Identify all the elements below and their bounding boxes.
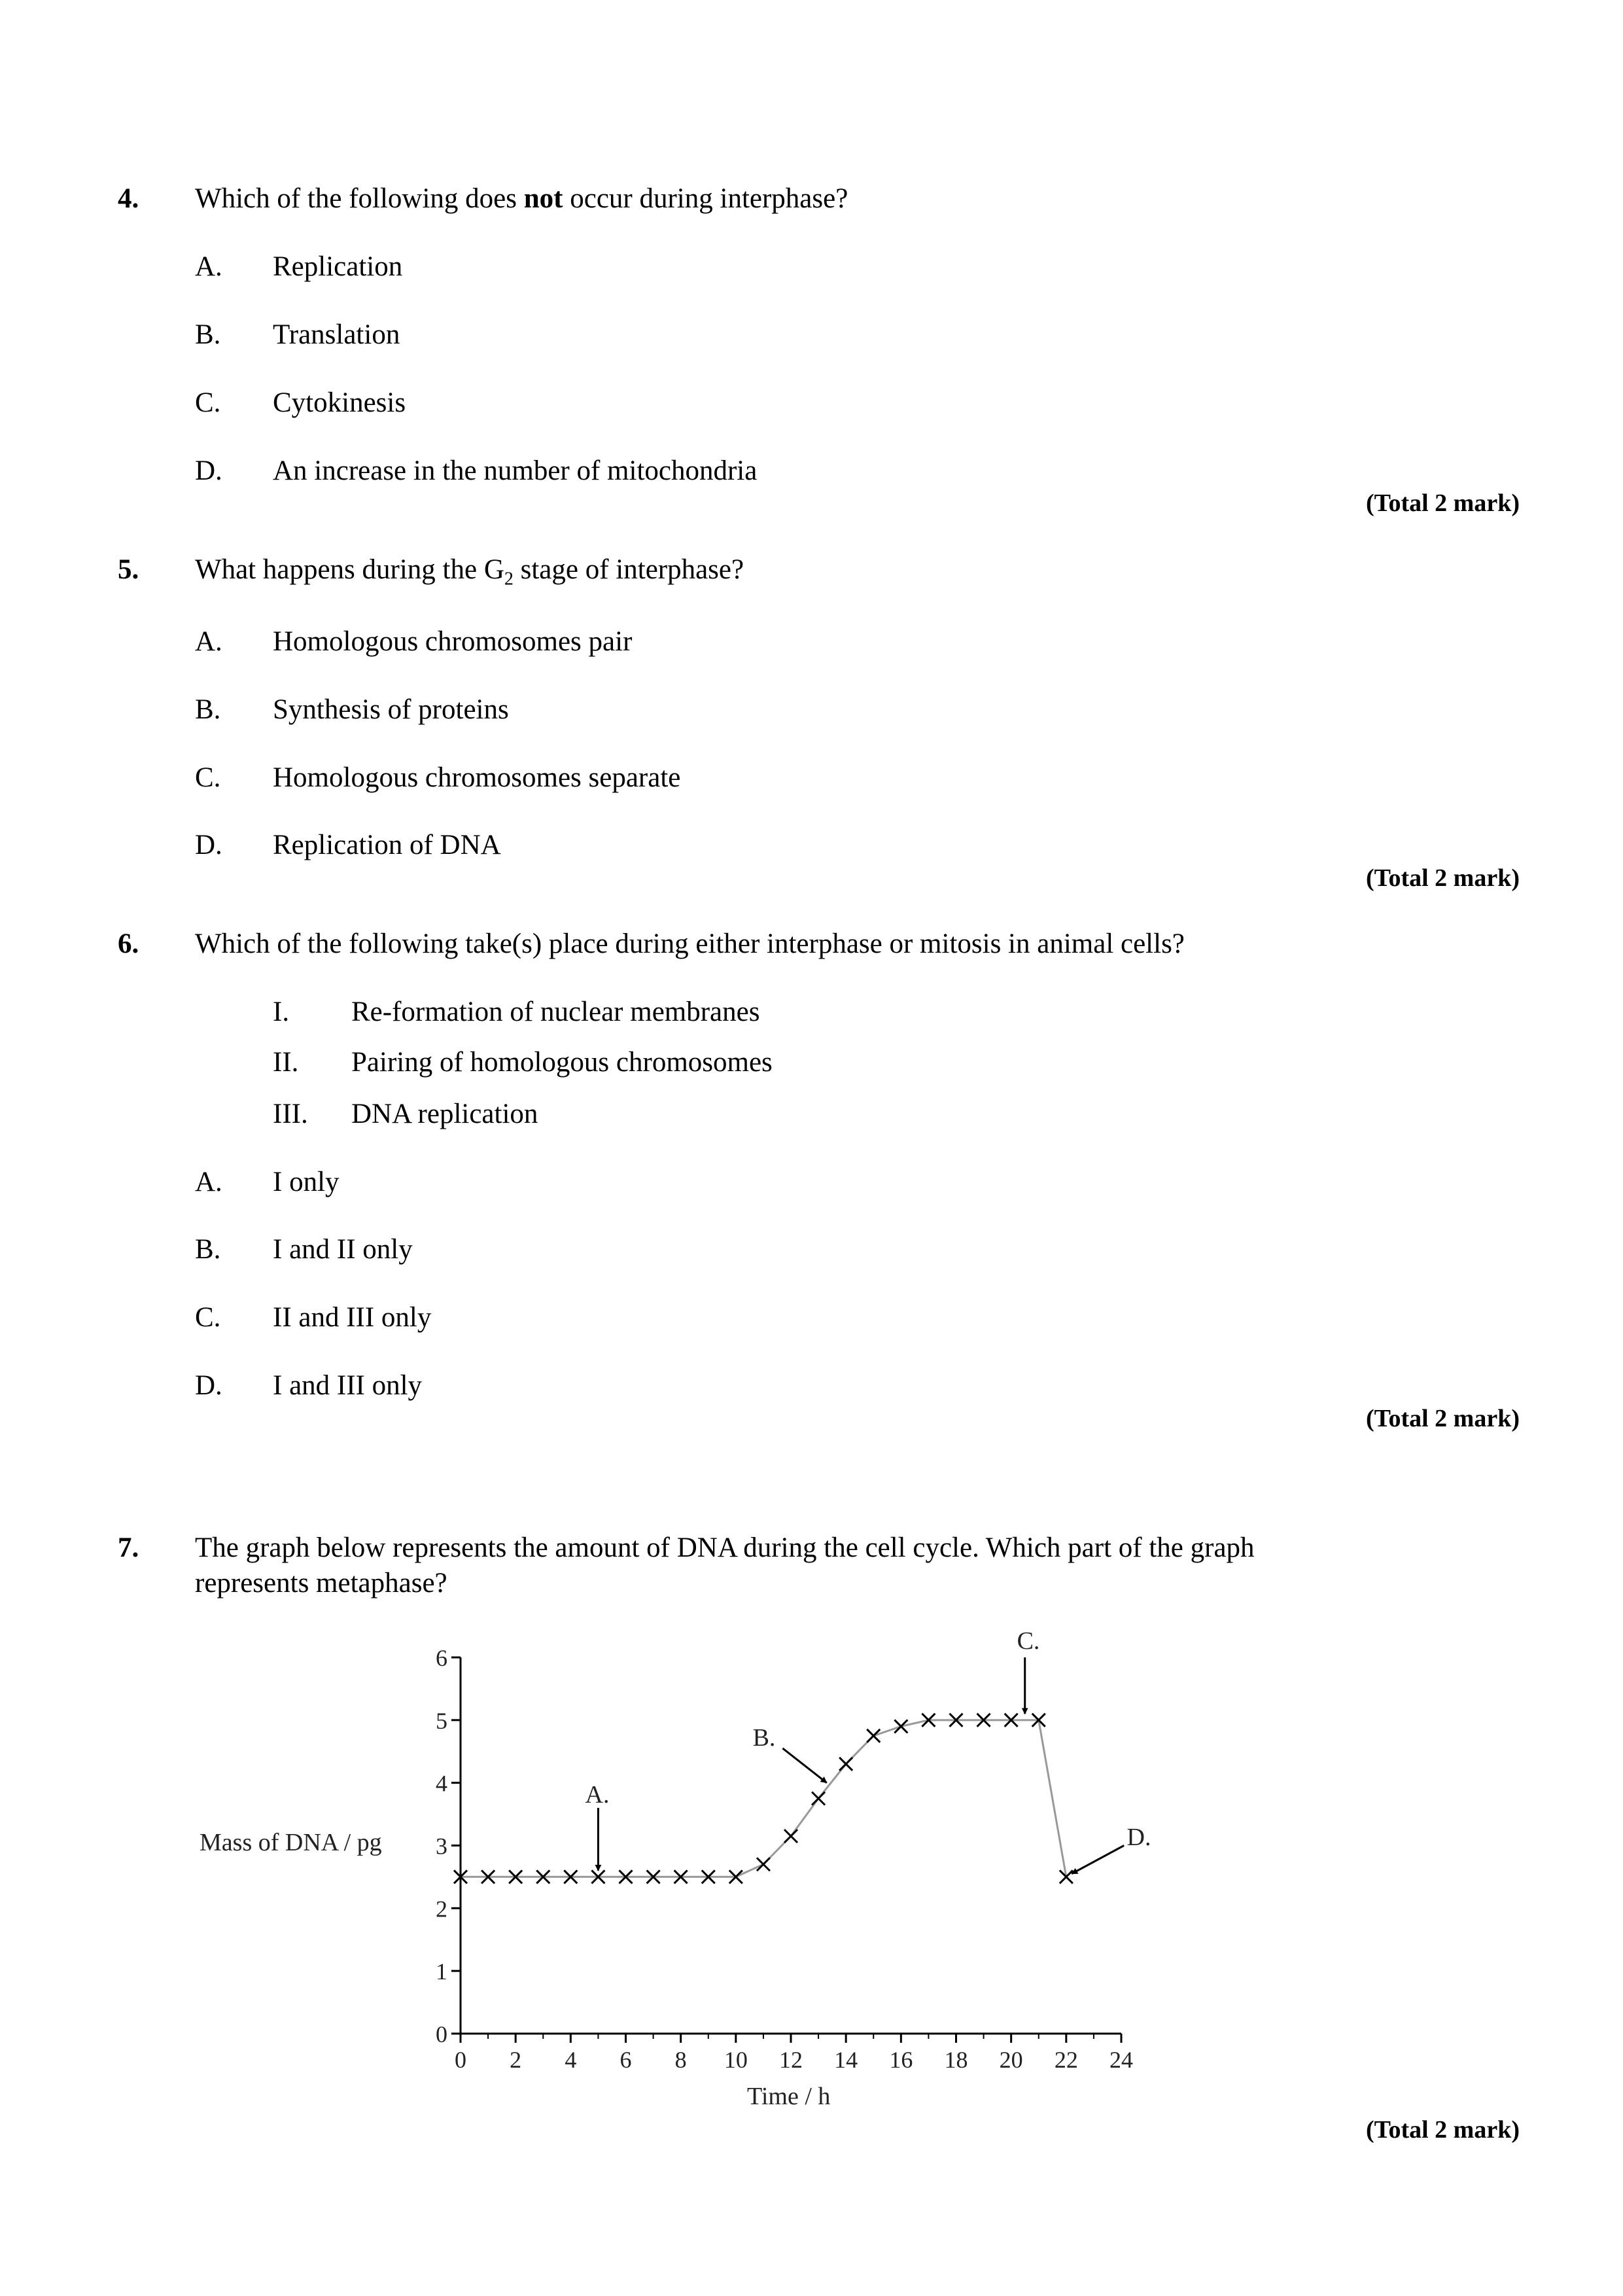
question-text bbox=[195, 554, 744, 596]
option-letter: B. bbox=[195, 694, 221, 725]
total-marks: (Total 2 mark) bbox=[1365, 1405, 1520, 1432]
option-text: Replication of DNA bbox=[273, 830, 501, 860]
x-tick-label: 6 bbox=[620, 2047, 632, 2073]
x-tick-label: 8 bbox=[674, 2047, 687, 2073]
y-tick-label: 0 bbox=[436, 2021, 447, 2047]
annotations bbox=[585, 1627, 1151, 1874]
option-letter: A. bbox=[195, 1167, 222, 1197]
dna-mass-chart bbox=[183, 1610, 1178, 2120]
y-tick-label: 4 bbox=[436, 1770, 447, 1797]
question-text: Which of the following take(s) place during either interphase or mitosis in animal cells? bbox=[195, 928, 1185, 959]
annotation-label: A. bbox=[585, 1781, 610, 1809]
question-number: 7. bbox=[118, 1532, 139, 1563]
option-text: Replication bbox=[273, 251, 403, 282]
y-tick-label: 2 bbox=[436, 1896, 447, 1922]
option-text: An increase in the number of mitochondria bbox=[273, 455, 758, 486]
x-tick-label: 24 bbox=[1109, 2047, 1133, 2073]
statement-numeral: I. bbox=[273, 997, 290, 1027]
x-tick-label: 2 bbox=[510, 2047, 522, 2073]
option-letter: D. bbox=[195, 455, 222, 486]
question-number: 5. bbox=[118, 554, 139, 585]
option-letter: D. bbox=[195, 1370, 222, 1401]
x-tick-label: 0 bbox=[455, 2047, 466, 2073]
statement-numeral: II. bbox=[273, 1047, 299, 1078]
data-point-marker bbox=[812, 1792, 825, 1805]
x-tick-label: 12 bbox=[779, 2047, 803, 2073]
statement-text: DNA replication bbox=[351, 1099, 538, 1129]
question-text-part: What happens during the G bbox=[195, 554, 504, 585]
total-marks: (Total 2 mark) bbox=[1365, 489, 1520, 517]
x-tick-label: 10 bbox=[724, 2047, 748, 2073]
y-tick-label: 6 bbox=[436, 1645, 447, 1671]
option-text: Homologous chromosomes separate bbox=[273, 762, 681, 793]
data-point-marker bbox=[894, 1720, 907, 1733]
data-point-marker bbox=[757, 1858, 770, 1871]
option-letter: B. bbox=[195, 1234, 221, 1265]
annotation-label: B. bbox=[752, 1724, 776, 1752]
y-tick-label: 1 bbox=[436, 1958, 447, 1985]
annotation-arrow bbox=[1072, 1846, 1124, 1874]
question-text: The graph below represents the amount of DNA during the cell cycle. Which part of the graph bbox=[195, 1532, 1255, 1563]
option-letter: C. bbox=[195, 387, 221, 418]
option-text: I only bbox=[273, 1167, 340, 1197]
y-axis-label: Mass of DNA / pg bbox=[200, 1829, 382, 1856]
data-point-marker bbox=[784, 1829, 797, 1843]
question-text: represents metaphase? bbox=[195, 1568, 447, 1598]
data-point-marker bbox=[839, 1757, 852, 1771]
option-letter: C. bbox=[195, 762, 221, 793]
question-emphasis: not bbox=[523, 183, 563, 214]
statement-text: Pairing of homologous chromosomes bbox=[351, 1047, 773, 1078]
option-letter: A. bbox=[195, 626, 222, 657]
y-tick-label: 3 bbox=[436, 1833, 447, 1860]
option-letter: B. bbox=[195, 319, 221, 350]
statement-numeral: III. bbox=[273, 1099, 308, 1129]
option-text: II and III only bbox=[273, 1302, 432, 1333]
option-text: Cytokinesis bbox=[273, 387, 406, 418]
option-text: Homologous chromosomes pair bbox=[273, 626, 633, 657]
axes bbox=[436, 1645, 1133, 2073]
option-letter: D. bbox=[195, 830, 222, 860]
question-text bbox=[195, 183, 848, 215]
statement-text: Re-formation of nuclear membranes bbox=[351, 997, 760, 1027]
option-text: I and II only bbox=[273, 1234, 413, 1265]
annotation-arrow bbox=[782, 1748, 826, 1783]
data-point-marker bbox=[867, 1729, 880, 1742]
question-text-part: Which of the following does bbox=[195, 183, 524, 214]
question-number: 4. bbox=[118, 183, 139, 214]
option-text: Translation bbox=[273, 319, 400, 350]
option-text: Synthesis of proteins bbox=[273, 694, 509, 725]
subscript: 2 bbox=[504, 569, 514, 590]
total-marks: (Total 2 mark) bbox=[1365, 2116, 1520, 2144]
annotation-label: D. bbox=[1126, 1824, 1151, 1851]
question-text-part: stage of interphase? bbox=[513, 554, 744, 585]
question-text-part: occur during interphase? bbox=[563, 183, 848, 214]
y-tick-label: 5 bbox=[436, 1707, 447, 1734]
total-marks: (Total 2 mark) bbox=[1365, 864, 1520, 892]
x-tick-label: 4 bbox=[565, 2047, 577, 2073]
option-letter: C. bbox=[195, 1302, 221, 1333]
x-tick-label: 14 bbox=[834, 2047, 858, 2073]
x-tick-label: 18 bbox=[944, 2047, 968, 2073]
annotation-label: C. bbox=[1017, 1627, 1040, 1655]
x-tick-label: 16 bbox=[889, 2047, 913, 2073]
option-text: I and III only bbox=[273, 1370, 423, 1401]
x-tick-label: 20 bbox=[999, 2047, 1023, 2073]
question-number: 6. bbox=[118, 928, 139, 959]
option-letter: A. bbox=[195, 251, 222, 282]
x-axis-label: Time / h bbox=[747, 2083, 831, 2110]
x-tick-label: 22 bbox=[1054, 2047, 1078, 2073]
